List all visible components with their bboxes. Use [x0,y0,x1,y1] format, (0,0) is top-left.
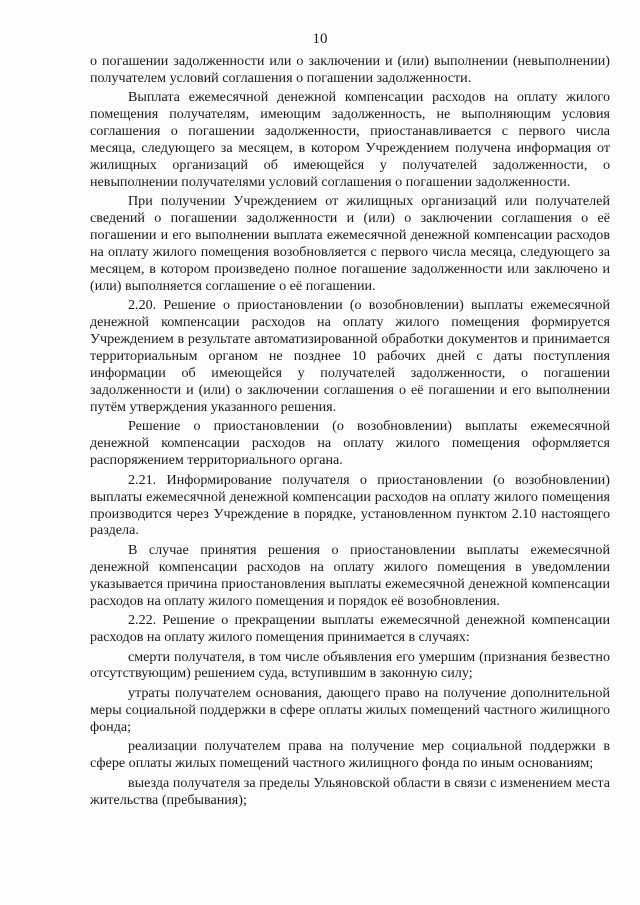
list-item-other-grounds: реализации получателем права на получение мер социальной поддержки в сфере оплаты жилых помещений частного жилищного фонда по иным основаниям; [90,738,610,772]
paragraph-clause-2-21: 2.21. Информирование получателя о приостановлении (о возобновлении) выплаты ежемесячной денежной компенсации расходов на оплату жилого помещения производится через Учреждение в порядке, установленном пунктом 2.10 настоящего раздела. [90,471,610,539]
paragraph-clause-2-22: 2.22. Решение о прекращении выплаты ежемесячной денежной компенсации расходов на оплату жилого помещения принимается в случаях: [90,612,610,646]
paragraph-clause-2-20: 2.20. Решение о приостановлении (о возобновлении) выплаты ежемесячной денежной компенсации расходов на оплату жилого помещения формируется Учреждением в результате автоматизированной обработки документов и принимается территориальным органом не позднее 10 рабочих дней с даты поступления информации об имеющейся у получателей задолженности, о погашении задолженности и (или) о заключении соглашения о её погашении и его выполнении путём утверждения указанного решения. [90,297,610,415]
document-body [90,53,610,811]
paragraph-suspension-debt: Выплата ежемесячной денежной компенсации расходов на оплату жилого помещения получателям, имеющим задолженность, не выполняющим условия соглашения о погашении задолженности, приостанавливается с первого числа месяца, следующего за месяцем, в котором Учреждением получена информация от жилищных организаций об имеющейся у получателей задолженности, о невыполнении получателями условий соглашения о погашении задолженности. [90,89,610,190]
page-number: 10 [312,31,328,47]
list-item-loss-of-basis: утраты получателем основания, дающего право на получение дополнительной меры социальной поддержки в сфере оплаты жилых помещений частного жилищного фонда; [90,684,610,735]
paragraph-notification-reason: В случае принятия решения о приостановлении выплаты ежемесячной денежной компенсации расходов на оплату жилого помещения в уведомлении указывается причина приостановления выплаты ежемесячной денежной компенсации расходов на оплату жилого помещения и порядок её возобновления. [90,541,610,609]
list-item-death: смерти получателя, в том числе объявления его умершим (признания безвестно отсутствующим) решением суда, вступившим в законную силу; [90,648,610,682]
paragraph-decision-formalization: Решение о приостановлении (о возобновлении) выплаты ежемесячной денежной компенсации расходов на оплату жилого помещения оформляется распоряжением территориального органа. [90,418,610,469]
paragraph-continuation: о погашении задолженности или о заключении и (или) выполнении (невыполнении) получателем условий соглашения о погашении задолженности. [90,53,610,86]
list-item-relocation: выезда получателя за пределы Ульяновской области в связи с изменением места жительства (пребывания); [90,774,610,808]
paragraph-resumption: При получении Учреждением от жилищных организаций или получателей сведений о погашении задолженности и (или) о заключении соглашения о её погашении и его выполнении выплата ежемесячной денежной компенсации расходов на оплату жилого помещения возобновляется с первого числа месяца, следующего за месяцем, в котором произведено полное погашение задолженности или заключено и (или) выполняется соглашение о её погашении. [90,193,610,294]
